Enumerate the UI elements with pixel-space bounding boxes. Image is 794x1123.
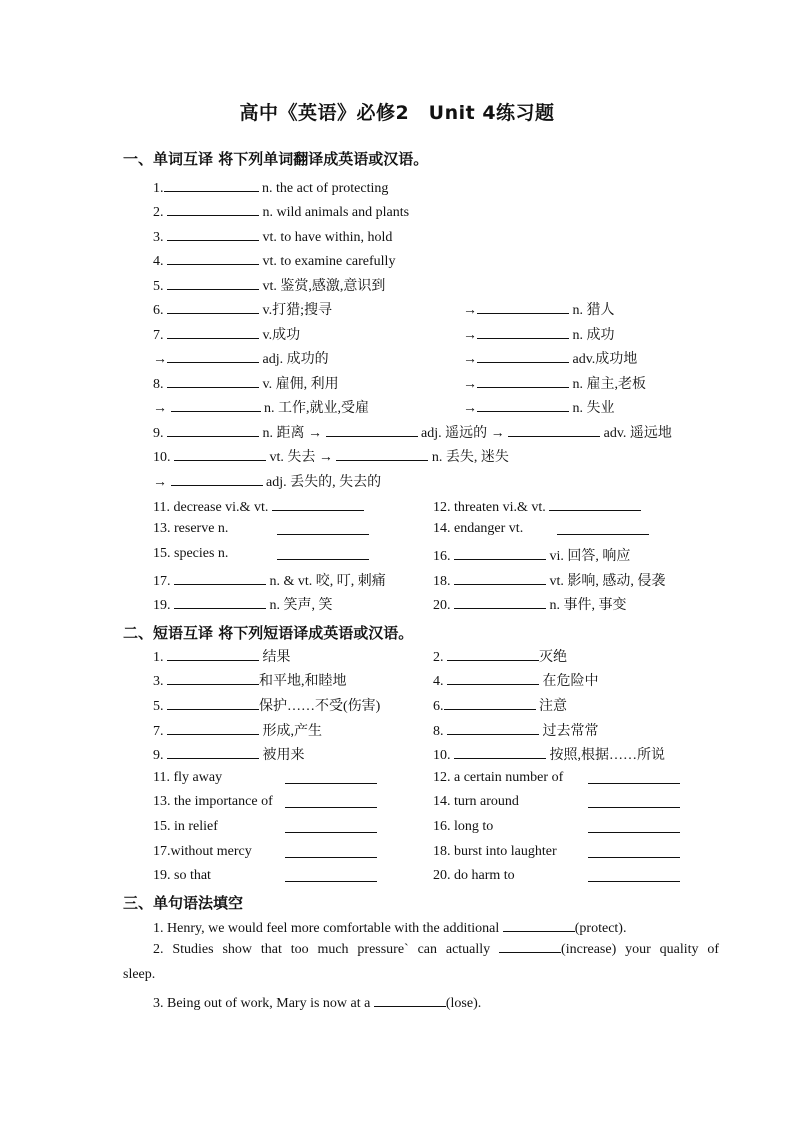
word-line-9 bbox=[153, 422, 672, 443]
word-line-13 bbox=[153, 520, 228, 538]
item-number: 2. bbox=[153, 205, 167, 220]
answer-blank[interactable] bbox=[588, 818, 680, 833]
answer-blank[interactable] bbox=[477, 397, 569, 412]
answer-blank[interactable] bbox=[477, 324, 569, 339]
word-line-14 bbox=[433, 520, 523, 538]
answer-blank[interactable] bbox=[285, 867, 377, 882]
question-hint: (lose). bbox=[445, 996, 482, 1011]
item-number: 7. bbox=[153, 724, 167, 739]
item-gloss: vt. to examine carefully bbox=[259, 254, 396, 269]
phrase-line-20: 20. do harm to bbox=[433, 868, 515, 883]
answer-blank[interactable] bbox=[588, 843, 680, 858]
item-word: 14. endanger vt. bbox=[433, 521, 524, 536]
item-gloss: adj. 遥远的 → bbox=[417, 426, 509, 441]
phrase-line-15: 15. in relief bbox=[153, 819, 218, 834]
phrase-line-11-blank bbox=[285, 769, 377, 790]
word-line-10 bbox=[153, 446, 509, 467]
question-hint: (increase) your quality of bbox=[561, 942, 720, 957]
item-gloss: 过去常常 bbox=[539, 724, 599, 739]
word-line-18 bbox=[433, 570, 665, 591]
answer-blank[interactable] bbox=[588, 867, 680, 882]
answer-blank[interactable] bbox=[164, 177, 259, 192]
answer-blank[interactable] bbox=[508, 422, 600, 437]
phrase-line-7 bbox=[153, 720, 322, 741]
answer-blank[interactable] bbox=[454, 594, 546, 609]
answer-blank[interactable] bbox=[588, 769, 680, 784]
item-gloss: adv.成功地 bbox=[569, 352, 638, 367]
item-number: 20. bbox=[433, 598, 454, 613]
word-line-13-blank bbox=[277, 520, 369, 541]
item-gloss: n. 成功 bbox=[569, 328, 615, 343]
item-word: 12. threaten vi.& vt. bbox=[433, 500, 550, 515]
word-line-17 bbox=[153, 570, 386, 591]
answer-blank[interactable] bbox=[167, 348, 259, 363]
answer-blank[interactable] bbox=[167, 226, 259, 241]
word-line-14-blank bbox=[557, 520, 649, 541]
answer-blank[interactable] bbox=[167, 422, 259, 437]
item-number: 2. bbox=[433, 650, 447, 665]
answer-blank[interactable] bbox=[277, 520, 369, 535]
answer-blank[interactable] bbox=[454, 570, 546, 585]
arrow-icon: → bbox=[463, 303, 477, 318]
phrase-line-9 bbox=[153, 744, 305, 765]
item-word: 13. reserve n. bbox=[153, 521, 229, 536]
item-word: 15. species n. bbox=[153, 546, 229, 561]
item-number: 5. bbox=[153, 699, 167, 714]
word-line-2 bbox=[153, 201, 409, 222]
item-gloss: n. 雇主,老板 bbox=[569, 377, 646, 392]
question-text: 1. Henry, we would feel more comfortable with the additional bbox=[153, 921, 503, 936]
item-number: 6. bbox=[433, 699, 444, 714]
item-gloss: v.打猎;搜寻 bbox=[259, 303, 332, 318]
phrase-line-19-blank bbox=[285, 867, 377, 888]
item-number: 1. bbox=[153, 650, 167, 665]
item-gloss: 按照,根据……所说 bbox=[546, 748, 665, 763]
answer-blank[interactable] bbox=[499, 938, 561, 953]
item-gloss: vt. 影响, 感动, 侵袭 bbox=[546, 574, 666, 589]
item-word: 11. decrease vi.& vt. bbox=[153, 500, 272, 515]
answer-blank[interactable] bbox=[174, 446, 266, 461]
answer-blank[interactable] bbox=[447, 670, 539, 685]
question-text: 2. Studies show that too much pressure` can actually bbox=[153, 942, 500, 957]
phrase-line-11: 11. fly away bbox=[153, 770, 223, 785]
grammar-question-2 bbox=[123, 937, 719, 987]
answer-blank[interactable] bbox=[171, 471, 263, 486]
grammar-question-1 bbox=[153, 917, 626, 938]
item-gloss: n. 事件, 事变 bbox=[546, 598, 627, 613]
item-gloss: vi. 回答, 响应 bbox=[546, 549, 631, 564]
item-gloss: vt. 鉴赏,感激,意识到 bbox=[259, 279, 386, 294]
phrase-line-5 bbox=[153, 695, 380, 716]
item-number: 16. bbox=[433, 549, 454, 564]
item-gloss: 注意 bbox=[535, 699, 567, 714]
item-number: 18. bbox=[433, 574, 454, 589]
answer-blank[interactable] bbox=[277, 545, 369, 560]
phrase-line-18-blank bbox=[588, 843, 680, 864]
answer-blank[interactable] bbox=[171, 397, 261, 412]
word-line-8a bbox=[153, 373, 339, 394]
answer-blank[interactable] bbox=[167, 324, 259, 339]
item-gloss: n. the act of protecting bbox=[258, 181, 389, 196]
item-number: 6. bbox=[153, 303, 167, 318]
phrase-line-17-blank bbox=[285, 843, 377, 864]
word-line-12 bbox=[433, 496, 641, 517]
answer-blank[interactable] bbox=[167, 670, 259, 685]
answer-blank[interactable] bbox=[167, 646, 259, 661]
answer-blank[interactable] bbox=[167, 695, 259, 710]
arrow-icon: → bbox=[153, 401, 171, 416]
answer-blank[interactable] bbox=[447, 646, 539, 661]
answer-blank[interactable] bbox=[167, 201, 259, 216]
item-number: 10. bbox=[153, 450, 174, 465]
item-gloss: vt. 失去 → bbox=[266, 450, 337, 465]
answer-blank[interactable] bbox=[174, 570, 266, 585]
word-line-6b bbox=[463, 299, 615, 320]
phrase-line-3 bbox=[153, 670, 347, 691]
item-gloss: n. 工作,就业,受雇 bbox=[260, 401, 369, 416]
word-line-20 bbox=[433, 594, 627, 615]
item-gloss: 和平地,和睦地 bbox=[259, 674, 347, 689]
answer-blank[interactable] bbox=[285, 818, 377, 833]
phrase-line-20-blank bbox=[588, 867, 680, 888]
item-gloss: 结果 bbox=[259, 650, 291, 665]
item-gloss: n. 距离 → bbox=[259, 426, 326, 441]
arrow-icon: → bbox=[153, 475, 171, 490]
section-1-heading: 一、单词互译 将下列单词翻译成英语或汉语。 bbox=[123, 150, 429, 168]
item-gloss: n. & vt. 咬, 叮, 刺痛 bbox=[266, 574, 386, 589]
answer-blank[interactable] bbox=[167, 720, 259, 735]
phrase-line-15-blank bbox=[285, 818, 377, 839]
grammar-question-3 bbox=[153, 992, 481, 1013]
item-number: 10. bbox=[433, 748, 454, 763]
item-gloss: n. wild animals and plants bbox=[259, 205, 410, 220]
word-line-19 bbox=[153, 594, 333, 615]
answer-blank[interactable] bbox=[444, 695, 536, 710]
word-line-11 bbox=[153, 496, 364, 517]
question-text: 3. Being out of work, Mary is now at a bbox=[153, 996, 374, 1011]
item-gloss: 形成,产生 bbox=[259, 724, 322, 739]
item-gloss: v. 雇佣, 利用 bbox=[259, 377, 339, 392]
arrow-icon: → bbox=[463, 328, 477, 343]
item-number: 9. bbox=[153, 748, 167, 763]
item-gloss: n. 笑声, 笑 bbox=[266, 598, 333, 613]
item-gloss: 灭绝 bbox=[539, 650, 567, 665]
phrase-line-6 bbox=[433, 695, 567, 716]
answer-blank[interactable] bbox=[167, 744, 259, 759]
phrase-line-14: 14. turn around bbox=[433, 794, 519, 809]
answer-blank[interactable] bbox=[588, 793, 680, 808]
item-number: 1. bbox=[153, 181, 164, 196]
answer-blank[interactable] bbox=[285, 793, 377, 808]
answer-blank[interactable] bbox=[454, 545, 546, 560]
item-number: 17. bbox=[153, 574, 174, 589]
word-line-7a bbox=[153, 324, 300, 345]
answer-blank[interactable] bbox=[374, 992, 446, 1007]
answer-blank[interactable] bbox=[272, 496, 364, 511]
section-2-heading: 二、短语互译 将下列短语译成英语或汉语。 bbox=[123, 624, 414, 642]
item-number: 9. bbox=[153, 426, 167, 441]
answer-blank[interactable] bbox=[549, 496, 641, 511]
answer-blank[interactable] bbox=[503, 917, 575, 932]
answer-blank[interactable] bbox=[167, 373, 259, 388]
section-3-heading: 三、单句语法填空 bbox=[123, 894, 244, 912]
word-line-6a bbox=[153, 299, 332, 320]
phrase-line-12-blank bbox=[588, 769, 680, 790]
item-number: 5. bbox=[153, 279, 167, 294]
item-gloss: adj. 成功的 bbox=[259, 352, 329, 367]
phrase-line-8 bbox=[433, 720, 599, 741]
item-number: 4. bbox=[153, 254, 167, 269]
arrow-icon: → bbox=[153, 352, 167, 367]
item-gloss: 保护……不受(伤害) bbox=[259, 699, 381, 714]
phrase-line-13-blank bbox=[285, 793, 377, 814]
word-line-7d bbox=[463, 348, 637, 369]
answer-blank[interactable] bbox=[285, 769, 377, 784]
item-number: 7. bbox=[153, 328, 167, 343]
item-gloss: adv. 遥远地 bbox=[600, 426, 672, 441]
phrase-line-4 bbox=[433, 670, 599, 691]
answer-blank[interactable] bbox=[447, 720, 539, 735]
question-continuation: sleep. bbox=[123, 967, 156, 982]
item-gloss: 在危险中 bbox=[539, 674, 599, 689]
word-line-3 bbox=[153, 226, 392, 247]
phrase-line-14-blank bbox=[588, 793, 680, 814]
item-gloss: 被用来 bbox=[259, 748, 305, 763]
answer-blank[interactable] bbox=[336, 446, 428, 461]
phrase-line-16-blank bbox=[588, 818, 680, 839]
page-title: 高中《英语》必修2 Unit 4练习题 bbox=[239, 102, 555, 124]
arrow-icon: → bbox=[463, 352, 477, 367]
word-line-1 bbox=[153, 177, 388, 198]
answer-blank[interactable] bbox=[454, 744, 546, 759]
item-gloss: n. 丢失, 迷失 bbox=[428, 450, 509, 465]
answer-blank[interactable] bbox=[167, 250, 259, 265]
item-number: 8. bbox=[153, 377, 167, 392]
item-number: 19. bbox=[153, 598, 174, 613]
question-hint: (protect). bbox=[574, 921, 627, 936]
item-gloss: n. 猎人 bbox=[569, 303, 615, 318]
item-gloss: adj. 丢失的, 失去的 bbox=[262, 475, 382, 490]
answer-blank[interactable] bbox=[477, 373, 569, 388]
word-line-15-blank bbox=[277, 545, 369, 566]
word-line-5 bbox=[153, 275, 385, 296]
word-line-16 bbox=[433, 545, 630, 566]
phrase-line-13: 13. the importance of bbox=[153, 794, 273, 809]
item-number: 4. bbox=[433, 674, 447, 689]
question-line bbox=[123, 937, 719, 962]
phrase-line-17: 17.without mercy bbox=[153, 844, 252, 859]
answer-blank[interactable] bbox=[477, 348, 569, 363]
phrase-line-1 bbox=[153, 646, 291, 667]
arrow-icon: → bbox=[463, 401, 477, 416]
answer-blank[interactable] bbox=[285, 843, 377, 858]
item-number: 8. bbox=[433, 724, 447, 739]
answer-blank[interactable] bbox=[174, 594, 266, 609]
word-line-7b bbox=[463, 324, 615, 345]
word-line-8d bbox=[463, 397, 615, 418]
item-number: 3. bbox=[153, 230, 167, 245]
answer-blank[interactable] bbox=[326, 422, 418, 437]
item-gloss: vt. to have within, hold bbox=[259, 230, 393, 245]
phrase-line-16: 16. long to bbox=[433, 819, 494, 834]
phrase-line-18: 18. burst into laughter bbox=[433, 844, 557, 859]
word-line-8b bbox=[463, 373, 646, 394]
answer-blank[interactable] bbox=[557, 520, 649, 535]
item-gloss: v.成功 bbox=[259, 328, 301, 343]
word-line-15 bbox=[153, 545, 228, 563]
answer-blank[interactable] bbox=[167, 275, 259, 290]
word-line-10b bbox=[153, 471, 381, 492]
phrase-line-19: 19. so that bbox=[153, 868, 211, 883]
item-number: 3. bbox=[153, 674, 167, 689]
word-line-7c bbox=[153, 348, 329, 369]
phrase-line-10 bbox=[433, 744, 665, 765]
phrase-line-2 bbox=[433, 646, 567, 667]
word-line-8c bbox=[153, 397, 369, 418]
word-line-4 bbox=[153, 250, 395, 271]
arrow-icon: → bbox=[463, 377, 477, 392]
answer-blank[interactable] bbox=[477, 299, 569, 314]
item-gloss: n. 失业 bbox=[569, 401, 615, 416]
answer-blank[interactable] bbox=[167, 299, 259, 314]
phrase-line-12: 12. a certain number of bbox=[433, 770, 564, 785]
